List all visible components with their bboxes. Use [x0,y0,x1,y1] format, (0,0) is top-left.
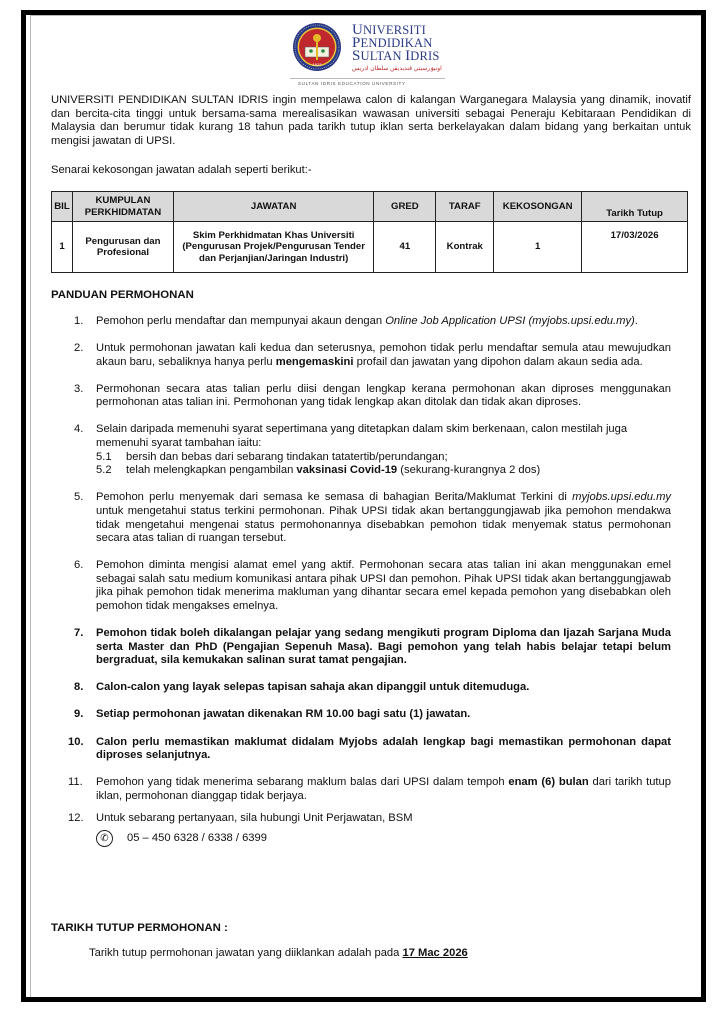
header-taraf: TARAF [436,192,494,222]
intro-paragraph: UNIVERSITI PENDIDIKAN SULTAN IDRIS ingin mempelawa calon di kalangan Warganegara Malaysia yang dinamik, inovatif dan bercita-cita tinggi untuk bersama-sama merealisasikan wawasan universiti sebagai Peneraju Kebitaraan Pendidikan di Malaysia dan berumur tidak kurang 18 tahun pada tarikh tutup iklan serta berkelayakan dalam bidang yang berkaitan untuk mengisi jawatan di UPSI. [51,94,691,147]
item-text: Untuk sebarang pertanyaan, sila hubungi Unit Perjawatan, BSM [96,812,413,825]
item-text: . [634,315,638,327]
header-kumpulan [72,192,173,222]
sub-item [96,451,671,465]
item-italic-link: myjobs.upsi.edu.my [572,491,671,504]
sub-item-text: (sekurang-kurangnya 2 dos) [397,464,541,477]
table-header-row [52,192,688,222]
guide-item [51,708,671,722]
jawi-name: اونيۏرسيتي ڤنديديقن سلطان ادريس [352,66,442,72]
cell-jawatan: Skim Perkhidmatan Khas Universiti (Pengurusan Projek/Pengurusan Tender dan Perjanjian/Jaringan Industri) [173,222,374,273]
guide-item [51,736,671,763]
item-text: Setiap permohonan jawatan dikenakan RM 10.00 bagi satu (1) jawatan. [96,708,471,721]
guide-item [51,491,671,545]
sub-item [96,464,671,478]
vacancy-list-intro: Senarai kekosongan jawatan adalah seperti berikut:- [51,164,312,176]
closing-date: 17 Mac 2026 [402,947,468,959]
guide-item [51,559,671,613]
guide-item [51,627,671,668]
item-bold-text: enam (6) bulan [508,776,589,789]
sub-item-text: telah melengkapkan pengambilan [126,464,297,477]
header-kumpulan-line2: PERKHIDMATAN [84,206,162,218]
sub-item-text: bersih dan bebas dari sebarang tindakan tatatertib/perundangan; [126,450,448,463]
table-row [52,222,688,273]
wordmark-cap: U [352,22,364,38]
svg-text:1922: 1922 [312,62,322,67]
item-number: 7. [74,627,84,640]
item-italic-link: Online Job Application UPSI (myjobs.upsi.edu.my) [385,315,635,327]
header-bil: BIL [52,192,73,222]
item-number: 5. [74,491,84,504]
cell-tarikh-tutup: 17/03/2026 [582,222,688,273]
item-number: 12. [68,812,84,825]
cell-kekosongan: 1 [494,222,582,273]
item-number: 10. [68,735,84,748]
item-text: Calon-calon yang layak selepas tapisan sahaja akan dipanggil untuk ditemuduga. [96,681,530,694]
guide-item [51,812,671,847]
cell-bil: 1 [52,222,73,273]
guide-title: PANDUAN PERMOHONAN [51,289,194,301]
guide-item [51,315,671,329]
item-number: 9. [74,708,84,721]
vacancy-table [51,191,688,273]
sub-item-number: 5.1 [96,450,112,463]
item-number: 6. [74,559,84,572]
guide-item [51,776,671,803]
cell-kumpulan: Pengurusan dan Profesional [72,222,173,273]
header-kumpulan-line1: KUMPULAN [95,195,151,206]
upsi-logo [290,19,450,89]
item-text: Pemohon yang tidak menerima sebarang maklum balas dari UPSI dalam tempoh [96,776,509,789]
item-text: Pemohon tidak boleh dikalangan pelajar yang sedang mengikuti program Diploma dan Ijazah Sarjana Muda serta Master dan PhD (Pengajian Sepenuh Masa). Bagi pemohon yang telah habis belajar tetapi belum bergraduat, sila kemukakan salinan surat tamat pengajian. [96,627,671,667]
item-text: untuk mengetahui status terkini permohonan. Pihak UPSI tidak akan bertanggungjawab jika pemohon mendakwa tidak mengetahui mengenai status permohonannya disebabkan pemohon tidak menyemak status permohonan secara atas talian di ruangan tersebut. [96,504,671,545]
item-text: Selain daripada memenuhi syarat sepertimana yang ditetapkan dalam skim berkenaan, calon mestilah juga memenuhi syarat tambahan iaitu: [96,423,628,450]
wordmark-cap: I [405,48,411,64]
header-tarikh-tutup: Tarikh Tutup [582,192,688,222]
phone-number[interactable]: 05 – 450 6328 / 6338 / 6399 [127,831,267,844]
item-number: 4. [74,423,84,436]
wordmark-text: DRIS [410,49,440,63]
guide-item [51,383,671,410]
header-kekosongan: KEKOSONGAN [494,192,582,222]
closing-title: TARIKH TUTUP PERMOHONAN : [51,922,228,934]
sub-item-bold-text: vaksinasi Covid-19 [296,464,398,477]
wordmark-text: NIVERSITI [363,23,426,37]
logo-subtitle: SULTAN IDRIS EDUCATION UNIVERSITY [298,81,406,86]
item-text: dari tarikh tutup iklan, permohonan dianggap tidak berjaya. [96,776,671,802]
wordmark-text: ULTAN [360,49,406,63]
item-text: Pemohon perlu menyemak dari semasa ke semasa di bahagian Berita/Maklumat Terkini di [96,491,573,504]
closing-paragraph [89,947,468,961]
item-text: Calon perlu memastikan maklumat didalam Myjobs adalah lengkap bagi memastikan permohonan dapat diproses selanjutnya. [96,735,671,762]
guide-item [51,423,671,477]
phone-icon: ✆ [96,830,113,847]
sub-item-number: 5.2 [96,464,112,477]
item-text: Pemohon diminta mengisi alamat emel yang aktif. Permohonan secara atas talian ini akan menggunakan emel sebagai salah satu medium komunikasi antara pihak UPSI dan pemohon. Pihak UPSI tidak akan bertanggungjawab jika pihak pemohon tidak menerima makluman yang dihantar secara emel kepada pemohon yang disebabkan oleh pemohon tidak mengakses emelnya. [96,559,671,612]
university-wordmark [352,24,440,63]
item-number: 3. [74,382,84,395]
guide-item [51,342,671,369]
item-text: Pemohon perlu mendaftar dan mempunyai akaun dengan [96,315,386,327]
item-number: 8. [74,681,84,694]
application-guide-list [51,315,671,861]
item-text: Untuk permohonan jawatan kali kedua dan seterusnya, pemohon tidak perlu mendaftar semula atau mewujudkan akaun baru, sebaliknya hanya perlu [96,342,671,368]
closing-text: Tarikh tutup permohonan jawatan yang diiklankan adalah pada [89,947,403,959]
wordmark-cap: P [352,35,361,51]
item-number: 11. [68,776,83,789]
header-gred: GRED [374,192,436,222]
wordmark-cap: S [352,48,361,64]
header-jawatan: JAWATAN [173,192,374,222]
item-number: 2. [74,342,84,355]
cell-taraf: Kontrak [436,222,494,273]
logo-divider [290,78,445,79]
item-text: profail dan jawatan yang dipohon dalam akaun sedia ada. [353,355,643,368]
item-bold-text: mengemaskini [275,355,354,368]
item-number: 1. [74,315,84,327]
item-text: Permohonan secara atas talian perlu diisi dengan lengkap kerana permohonan akan diproses menggunakan permohonan atas talian ini. Permohonan yang tidak lengkap akan ditolak dan tidak akan diproses. [96,382,671,409]
cell-gred: 41 [374,222,436,273]
guide-item [51,681,671,695]
wordmark-text: ENDIDIKAN [360,36,433,50]
university-crest-icon [292,22,342,72]
contact-phone [96,830,671,847]
